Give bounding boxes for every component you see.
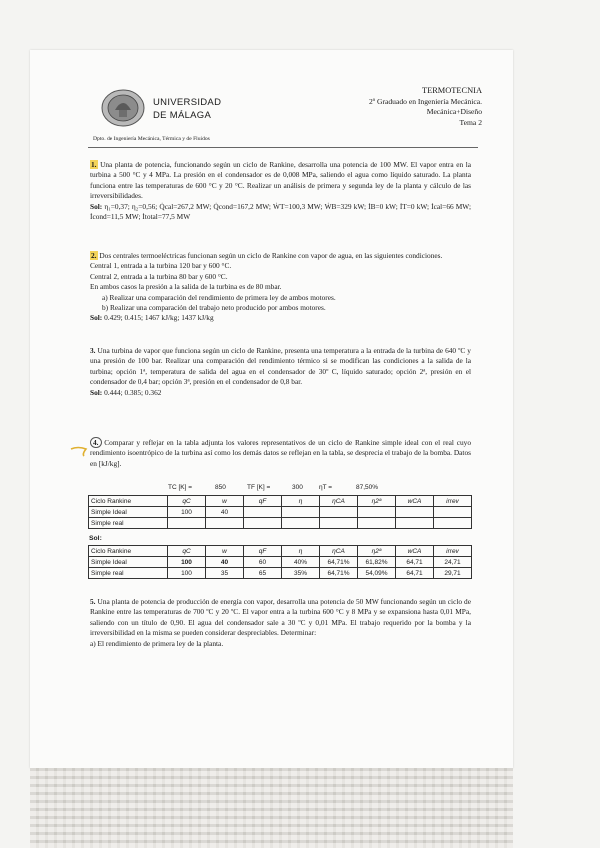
table-header-cell: Ciclo Rankine — [89, 496, 168, 507]
table-cell: 40% — [282, 557, 320, 568]
table-header-cell: ηCA — [320, 546, 358, 557]
table-cell: 40 — [206, 507, 244, 518]
table-cell — [244, 518, 282, 529]
table-header-cell: ηCA — [320, 496, 358, 507]
solution-label: Sol: — [90, 313, 103, 323]
problem-text: Una planta de potencia, funcionando según un ciclo de Rankine, desarrolla una potencia de 100 MW. El vapor entra en la turbina a 500 °C y 4 MPa. La presión en el condensador es de 0,008 MPa, saliendo el agua como líquido saturado. La planta funciona entre las temperaturas de 600 °C y 20 °C. Realizar un análisis de primera y segunda ley de la planta y cálculo de las irreversibilidades. — [90, 160, 471, 201]
table-header-row — [89, 546, 472, 557]
table-cell: 35% — [282, 568, 320, 579]
problem-number: 5. — [90, 597, 96, 606]
problem-number: 2. — [91, 251, 97, 260]
solution-label: Sol: — [90, 201, 103, 211]
problem-4 — [90, 438, 471, 469]
problem-number: 1. — [91, 160, 97, 169]
table-header-cell: η2ª — [358, 546, 396, 557]
table-header-cell: qF — [244, 496, 282, 507]
solution-text: 0.444; 0.385; 0.362 — [104, 387, 162, 397]
table-cell — [358, 507, 396, 518]
table-cell: 64,71 — [396, 557, 434, 568]
problem-3 — [90, 346, 471, 398]
problem-text: Comparar y reflejar en la tabla adjunta los valores representativos de un ciclo de Rankine simple ideal con el real cuyo rendimiento isoentrópico de la turbina así como los demás datos se reflejan en la tabla, se desprecia el trabajo de la bomba. Datos en [kJ/kg]. — [90, 438, 471, 468]
table-cell — [206, 518, 244, 529]
table-cell: Simple real — [89, 518, 168, 529]
table-cell — [320, 507, 358, 518]
table-cell: Simple real — [89, 568, 168, 579]
table-cell — [434, 518, 472, 529]
table-cell: 64,71% — [320, 568, 358, 579]
table-cell: 54,09% — [358, 568, 396, 579]
problem-1 — [90, 160, 471, 222]
solution-label: Sol: — [89, 535, 102, 542]
table-cell: 65 — [244, 568, 282, 579]
table-cell: 60 — [244, 557, 282, 568]
table-header-cell: irrev — [434, 546, 472, 557]
table-cell — [244, 507, 282, 518]
table-cell — [320, 518, 358, 529]
table-header-row — [89, 496, 472, 507]
given-data-table — [88, 495, 472, 529]
table-header-cell: w — [206, 546, 244, 557]
header-divider — [88, 147, 478, 148]
table-header-cell: η — [282, 546, 320, 557]
table-cell: 100 — [168, 568, 206, 579]
problem-text: Una turbina de vapor que funciona según un ciclo de Rankine, presenta una temperatura a la entrada de la turbina de 640 ºC y una presión de 100 bar. Realizar una comparación del rendimiento térmico si se modifican las condiciones a la salida de la turbina; opción 1ª, temperatura de salida del agua en el condensador de 30º C, líquido saturado; opción 2ª, presión en el condensador de 0,4 bar; opción 3ª, presión en el condensador de 0,8 bar. — [90, 346, 471, 387]
table-header-cell: wCA — [396, 546, 434, 557]
table-cell — [396, 507, 434, 518]
table-cell — [396, 518, 434, 529]
problem-2: 2. Dos centrales termoeléctricas funcionan según un ciclo de Rankine con vapor de agua, en las siguientes condiciones. Central 1, entrada a la turbina 120 bar y 600 °C. Central 2, entrada a la turbina 80 bar y 600 °C. En ambos casos la presión a la salida de la turbina es de 80 mbar. a) Realizar una comparación del rendimiento de primera ley de ambos motores. b) Realizar una comparación del trabajo neto producido por ambos motores. Sol: 0.429; 0.415; 1467 kJ/kg; 1437 kJ/kg — [90, 251, 443, 323]
problem-number: 4. — [90, 437, 102, 448]
table-cell — [168, 518, 206, 529]
table-header-cell: η2ª — [358, 496, 396, 507]
table-header-cell: Ciclo Rankine — [89, 546, 168, 557]
table-cell: 40 — [206, 557, 244, 568]
problem-text: Una planta de potencia de producción de energía con vapor, desarrolla una potencia de 50 MW funcionando según un ciclo de Rankine entre las temperaturas de 700 ºC y 20 ºC. El vapor entra a la turbina 600 °C y 8 MPa y se expansiona hasta 0,01 MPa, saliendo con un título de 0,90. El agua del condensador sale a 30 ºC y 0,01 MPa. El trabajo requerido por la bomba y la irreversibilidad en la misma se pueden considerar despreciables. Determinar: — [90, 597, 471, 638]
table-cell: Simple Ideal — [89, 557, 168, 568]
table-header-cell: qF — [244, 546, 282, 557]
department-name: Dpto. de Ingeniería Mecánica, Térmica y de Fluidos — [93, 136, 210, 142]
table-header-cell: wCA — [396, 496, 434, 507]
table-row — [89, 557, 472, 568]
handwritten-arrow-icon — [70, 443, 90, 457]
table-header-cell: η — [282, 496, 320, 507]
table-cell: 100 — [168, 507, 206, 518]
table-cell: 29,71 — [434, 568, 472, 579]
table-cell: 35 — [206, 568, 244, 579]
table-cell: Simple Ideal — [89, 507, 168, 518]
paper-sheet — [30, 50, 513, 768]
university-seal-icon — [100, 88, 146, 128]
course-info: TERMOTECNIA 2º Graduado en Ingeniería Mecánica. Mecánica+Diseño Tema 2 — [368, 86, 482, 127]
table-header-cell: irrev — [434, 496, 472, 507]
table-cell: 100 — [168, 557, 206, 568]
problem-number: 3. — [90, 346, 96, 355]
table-cell — [434, 507, 472, 518]
table-header-cell: qC — [168, 496, 206, 507]
table-cell: 61,82% — [358, 557, 396, 568]
solution-table — [88, 545, 472, 579]
solution-text: 0.429; 0.415; 1467 kJ/kg; 1437 kJ/kg — [104, 313, 214, 323]
solution-text: η₁=0,37; η₂=0,56; Q̇cal=267,2 MW; Q̇cond=167,2 MW; ẆT=100,3 MW; ẆB=329 kW; İB=0 kW; İT=0 kW; İcal=66 MW; İcond=11,5 MW; İtotal=77,5 MW — [90, 201, 471, 222]
table-cell — [358, 518, 396, 529]
university-name: UNIVERSIDAD DE MÁLAGA — [153, 97, 222, 121]
table-cell — [282, 507, 320, 518]
course-title: TERMOTECNIA — [421, 86, 482, 95]
table-row — [89, 568, 472, 579]
problem-5: 5. Una planta de potencia de producción de energía con vapor, desarrolla una potencia de 50 MW funcionando según un ciclo de Rankine entre las temperaturas de 700 ºC y 20 ºC. El vapor entra a la turbina 600 °C y 8 MPa y se expansiona hasta 0,01 MPa, saliendo con un título de 0,90. El agua del condensador sale a 30 ºC y 0,01 MPa. El trabajo requerido por la bomba y la irreversibilidad en la misma se pueden considerar despreciables. Determinar: a) El rendimiento de primera ley de la planta. — [90, 597, 471, 648]
table-row — [89, 518, 472, 529]
table-cell — [282, 518, 320, 529]
table-header-cell: w — [206, 496, 244, 507]
table-row — [89, 507, 472, 518]
table-cell: 24,71 — [434, 557, 472, 568]
table-cell: 64,71 — [396, 568, 434, 579]
solution-label: Sol: — [90, 387, 103, 397]
problem-4-parameters: TC [K] = 850 TF [K] = 300 ηT = 87,50% — [168, 484, 379, 491]
table-cell: 64,71% — [320, 557, 358, 568]
table-header-cell: qC — [168, 546, 206, 557]
